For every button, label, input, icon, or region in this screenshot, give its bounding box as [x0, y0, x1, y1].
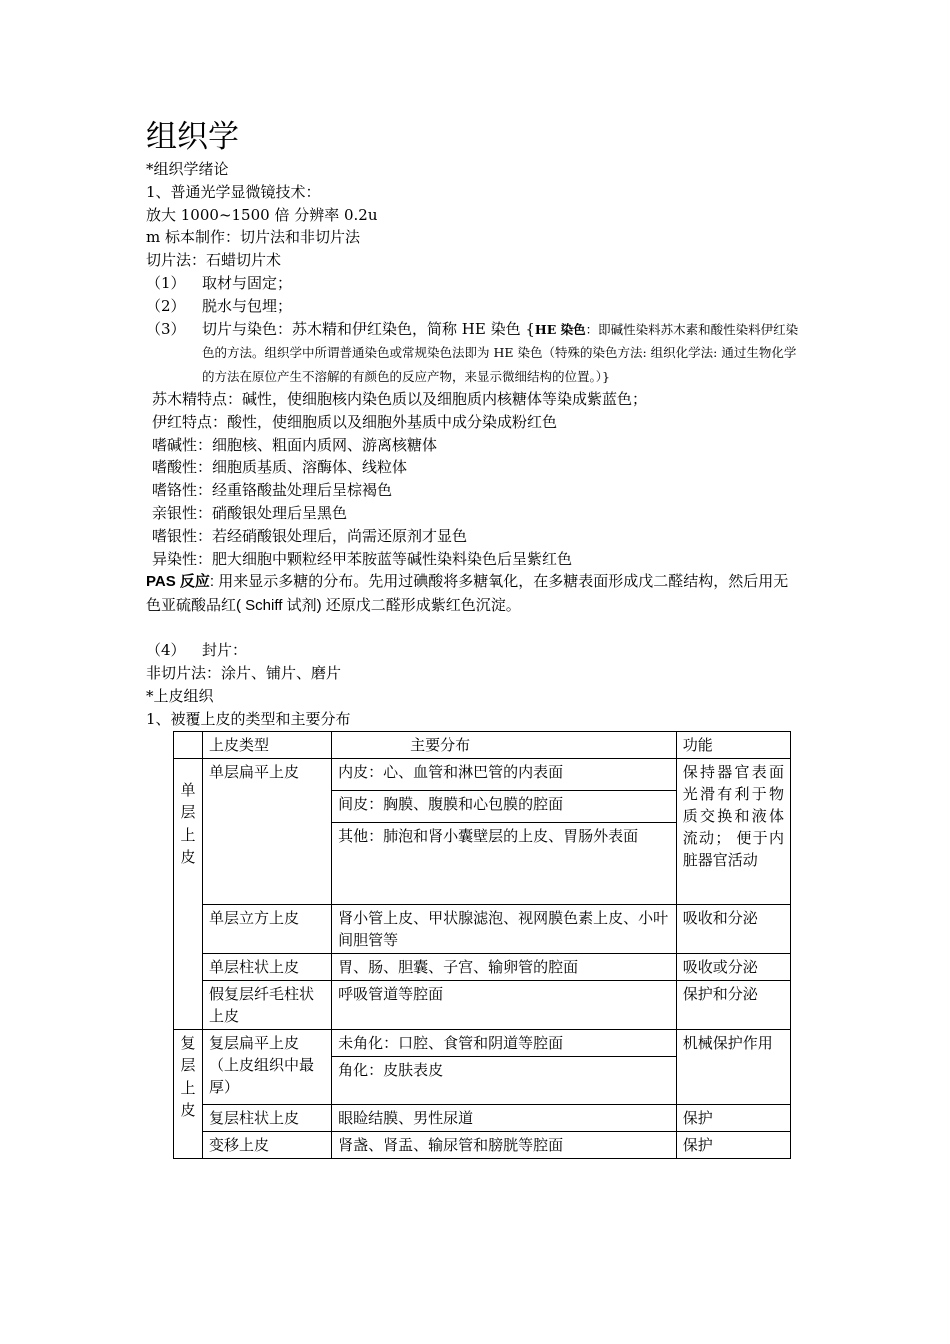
distribution-cell: 肾小管上皮、甲状腺滤泡、视网膜色素上皮、小叶间胆管等	[332, 904, 677, 953]
epithelium-type: 复层扁平上皮（上皮组织中最厚）	[202, 1029, 331, 1104]
definition-item: 嗜酸性：细胞质基质、溶酶体、线粒体	[152, 458, 408, 477]
epithelium-type: 假复层纤毛柱状上皮	[202, 980, 331, 1029]
distribution-cell: 间皮：胸膜、腹膜和心包膜的腔面	[332, 790, 677, 822]
table-row	[174, 1104, 791, 1131]
distribution-cell: 内皮：心、血管和淋巴管的内表面	[332, 758, 677, 790]
function-cell: 保护	[676, 1131, 790, 1158]
step-text: 封片：	[202, 641, 248, 660]
definition-item: 嗜碱性：细胞核、粗面内质网、游离核糖体	[152, 435, 438, 454]
document-page	[146, 118, 806, 1154]
distribution-cell: 未角化：口腔、食管和阴道等腔面	[332, 1029, 677, 1056]
pas-text: : 用来显示多糖的分布。先用过碘酸将多糖氧化，在多糖表面形成戊二醛结构，然后用无色亚硫酸品红( Schiff 试剂) 还原戊二醛形成紫红色沉淀。	[146, 573, 789, 614]
step-number: （1）	[146, 273, 186, 292]
group-label: 复层上皮	[174, 1029, 203, 1158]
pas-label: PAS 反应	[146, 573, 210, 591]
table-row	[174, 758, 791, 790]
definition-list	[146, 388, 806, 570]
step-text	[202, 318, 806, 389]
step3-main: 切片与染色：苏木精和伊红染色，简称 HE 染色 {	[202, 319, 535, 338]
table-row	[174, 980, 791, 1029]
section-microscope: 1、普通光学显微镜技术：	[146, 182, 321, 201]
specimen-text: m 标本制作：切片法和非切片法	[146, 228, 360, 247]
intro-heading: *组织学绪论	[146, 160, 229, 178]
page-title: 组织学	[146, 119, 239, 155]
function-cell: 保持器官表面光滑有利于物质交换和液体流动； 便于内脏器官活动	[676, 758, 790, 904]
magnification-text: 放大 1000~1500 倍 分辨率 0.2u	[146, 205, 378, 224]
distribution-cell: 胃、肠、胆囊、子宫、输卵管的腔面	[332, 953, 677, 980]
step-number: （2）	[146, 296, 186, 315]
epithelium-type: 单层立方上皮	[202, 904, 331, 953]
step-4	[146, 639, 806, 662]
step-text: 脱水与包埋；	[202, 296, 293, 315]
distribution-cell: 角化：皮肤表皮	[332, 1056, 677, 1104]
section-method: 切片法：石蜡切片术	[146, 251, 282, 270]
epithelium-heading: *上皮组织	[146, 687, 214, 706]
definition-item: 亲银性：硝酸银处理后呈黑色	[152, 504, 348, 523]
distribution-cell: 呼吸管道等腔面	[332, 980, 677, 1029]
table-header: 主要分布	[332, 731, 677, 758]
table-header-row	[174, 731, 791, 758]
function-cell: 机械保护作用	[676, 1029, 790, 1104]
he-bold-label: HE 染色	[534, 321, 586, 337]
step-number: （3）	[146, 319, 186, 338]
he-note: ：即碱性染料苏木素和酸性染料伊红染色的方法。组织学中所谓普通染色或常规染色法即为 HE 染色（特殊的染色方法: 组织化学法: 通过生物化学的方法在原位产生不溶解的有颜色的反应产物，来显示微细结构的位置。）}	[202, 321, 799, 384]
step-text: 取材与固定；	[202, 273, 293, 292]
function-cell: 吸收或分泌	[676, 953, 790, 980]
step-2	[146, 295, 806, 318]
definition-item: 苏木精特点：碱性，使细胞核内染色质以及细胞质内核糖体等染成紫蓝色；	[152, 390, 648, 409]
pas-paragraph	[146, 570, 796, 617]
table-row	[174, 1029, 791, 1056]
epithelium-type: 复层柱状上皮	[202, 1104, 331, 1131]
step-1	[146, 272, 806, 295]
table-row	[174, 1131, 791, 1158]
step-3	[146, 318, 806, 389]
definition-item: 异染性：肥大细胞中颗粒经甲苯胺蓝等碱性染料染色后呈紫红色	[152, 549, 573, 568]
table-header: 上皮类型	[202, 731, 331, 758]
function-cell: 吸收和分泌	[676, 904, 790, 953]
distribution-cell: 肾盏、肾盂、输尿管和膀胱等腔面	[332, 1131, 677, 1158]
function-cell: 保护	[676, 1104, 790, 1131]
table-header: 功能	[676, 731, 790, 758]
definition-item: 嗜银性：若经硝酸银处理后，尚需还原剂才显色	[152, 526, 468, 545]
epithelium-type: 变移上皮	[202, 1131, 331, 1158]
table-row	[174, 953, 791, 980]
epithelium-table	[173, 731, 791, 1159]
distribution-cell: 眼睑结膜、男性尿道	[332, 1104, 677, 1131]
epithelium-type: 单层扁平上皮	[202, 758, 331, 904]
definition-item: 嗜铬性：经重铬酸盐处理后呈棕褐色	[152, 481, 393, 500]
function-cell: 保护和分泌	[676, 980, 790, 1029]
non-section-method: 非切片法：涂片、铺片、磨片	[146, 664, 342, 683]
group-label: 单层上皮	[174, 758, 203, 1029]
definition-item: 伊红特点：酸性，使细胞质以及细胞外基质中成分染成粉红色	[152, 412, 558, 431]
epithelium-type: 单层柱状上皮	[202, 953, 331, 980]
epithelium-section: 1、被覆上皮的类型和主要分布	[146, 709, 351, 728]
step-number: （4）	[146, 641, 186, 660]
distribution-cell: 其他：肺泡和肾小囊壁层的上皮、胃肠外表面	[332, 822, 677, 904]
table-row	[174, 904, 791, 953]
